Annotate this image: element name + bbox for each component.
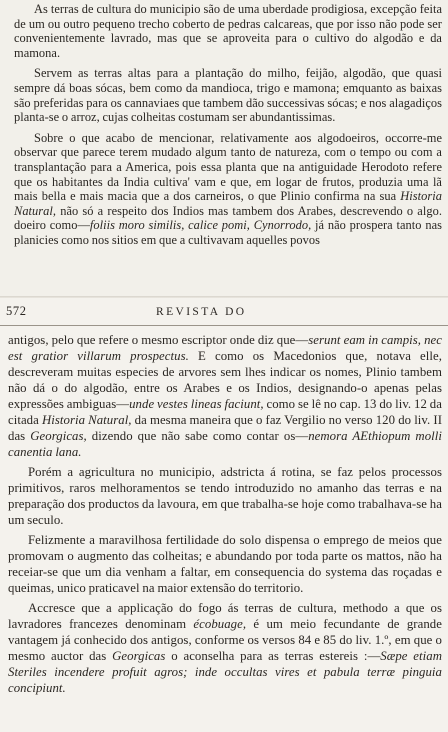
lower-page — [0, 298, 448, 732]
italic-run: Historia Natural, — [14, 189, 442, 218]
text-run: da mesma maneira que o faz Vergilio no verso 120 do liv. II das — [8, 413, 442, 443]
paragraph-fogo — [0, 600, 448, 696]
page-number: 572 — [6, 304, 27, 318]
text-run: não só a respeito dos Indios mas tambem dos Arabes, descrevendo o algo. doeiro como— — [14, 203, 442, 233]
paragraph-fertilidade — [0, 532, 448, 596]
upper-page-fragment — [0, 0, 448, 296]
italic-run: serunt eam in campis, nec est gratior villarum prospectus. — [8, 333, 442, 363]
italic-run: nemora AEthiopum molli canentia lana. — [8, 429, 442, 459]
italic-run: écobuage, — [193, 617, 247, 631]
text-run: Felizmente a maravilhosa fertilidade do solo dispensa o emprego de meios que promovam o augmento das colheitas; e abundando por toda parte os mattos, não ha receiar-se que um dia venham a faltar, em consequencia do systema das roçadas e queimas, unico praticavel na maior extensão do territorio. — [8, 533, 442, 595]
italic-run: Sæpe etiam Steriles incendere profuit agros; inde occultas vires et pabula terræ pinguia concipiunt. — [8, 649, 442, 695]
italic-run: Georgicas, — [30, 429, 87, 443]
paragraph-antigos — [0, 332, 448, 460]
italic-run: unde vestes lineas faciunt, — [129, 397, 264, 411]
italic-run: foliis moro similis, calice pomi, Cynorrodo, — [89, 218, 312, 233]
text-run: Porém a agricultura no municipio, adstricta á rotina, se faz pelos processos primitivos, raros melhoramentos se tendo introduzido no amanho das terras e na preparação dos productos da lavoura, em que trabalha-se hoje como trabalhava-se ha um seculo. — [8, 465, 442, 527]
running-title: REVISTA DO — [156, 306, 247, 318]
text-run: é um meio fecundante de grande vantagem já conhecido dos antigos, conforme os versos 84 e 85 do liv. 1.º, em que o mesmo auctor das — [8, 617, 442, 663]
text-run: Accresce que a applicação do fogo ás terras de cultura, methodo a que os lavradores francezes denominam — [8, 601, 442, 631]
text-run: o aconselha para as terras estereis :— — [165, 649, 381, 663]
text-run: já não prospera tanto nas planicies como nos sitios em que a cultivavam aquelles povos — [14, 218, 442, 247]
italic-run: Georgicas — [112, 649, 166, 663]
italic-run: Historia Natural, — [41, 413, 132, 427]
paragraph-algodoeiros — [0, 131, 448, 248]
text-run: Sobre o que acabo de mencionar, relativamente aos algodoeiros, occorre-me observar que parece terem mudado algum tanto de natureza, com o tempo ou com a transplantação para a America, pois essa planta que na antiguidade Herodoto refere que os habitantes da India cultiva' vam e que, em logar de frutos, produzia uma lã mais bella e mais macia que a dos carneiros, o que Plinio confirma na sua — [14, 130, 442, 204]
text-run: E como os Macedonios que, notava elle, descreveram muitas especies de arvores sem lhes indicar os nomes, Plinio tambem não dá o do algodão, entre os Arabes e os Indios, designando-o apenas pelas expressões ambiguas— — [8, 349, 442, 411]
paragraph-terras-cultura: As terras de cultura do municipio são de uma uberdade prodigiosa, excepção feita de um ou outro pequeno trecho coberto de pedras calcareas, que por isso não pode ser convenientemente lavrado, mas que se aproveita para o cultivo do algodão e da mamona. — [14, 2, 442, 60]
text-run: dizendo que não sabe como contar os— — [86, 429, 309, 443]
text-run: como se lê no cap. 13 do liv. 12 da citada — [8, 397, 442, 427]
paragraph-terras-altas: Servem as terras altas para a plantação do milho, feijão, algodão, que quasi sempre dá boas sócas, bem como da mandioca, trigo e mamona; emquanto as baixas são preferidas para os cannaviaes que tambem dão successivas sócas; e nos alagadiços planta-se o arroz, cujas colheitas costumam ser abundantissimas. — [14, 66, 442, 125]
body-text — [0, 326, 448, 696]
running-header — [0, 298, 448, 326]
text-run: antigos, pelo que refere o mesmo escriptor onde diz que— — [8, 333, 309, 347]
paragraph-agricultura — [0, 464, 448, 528]
